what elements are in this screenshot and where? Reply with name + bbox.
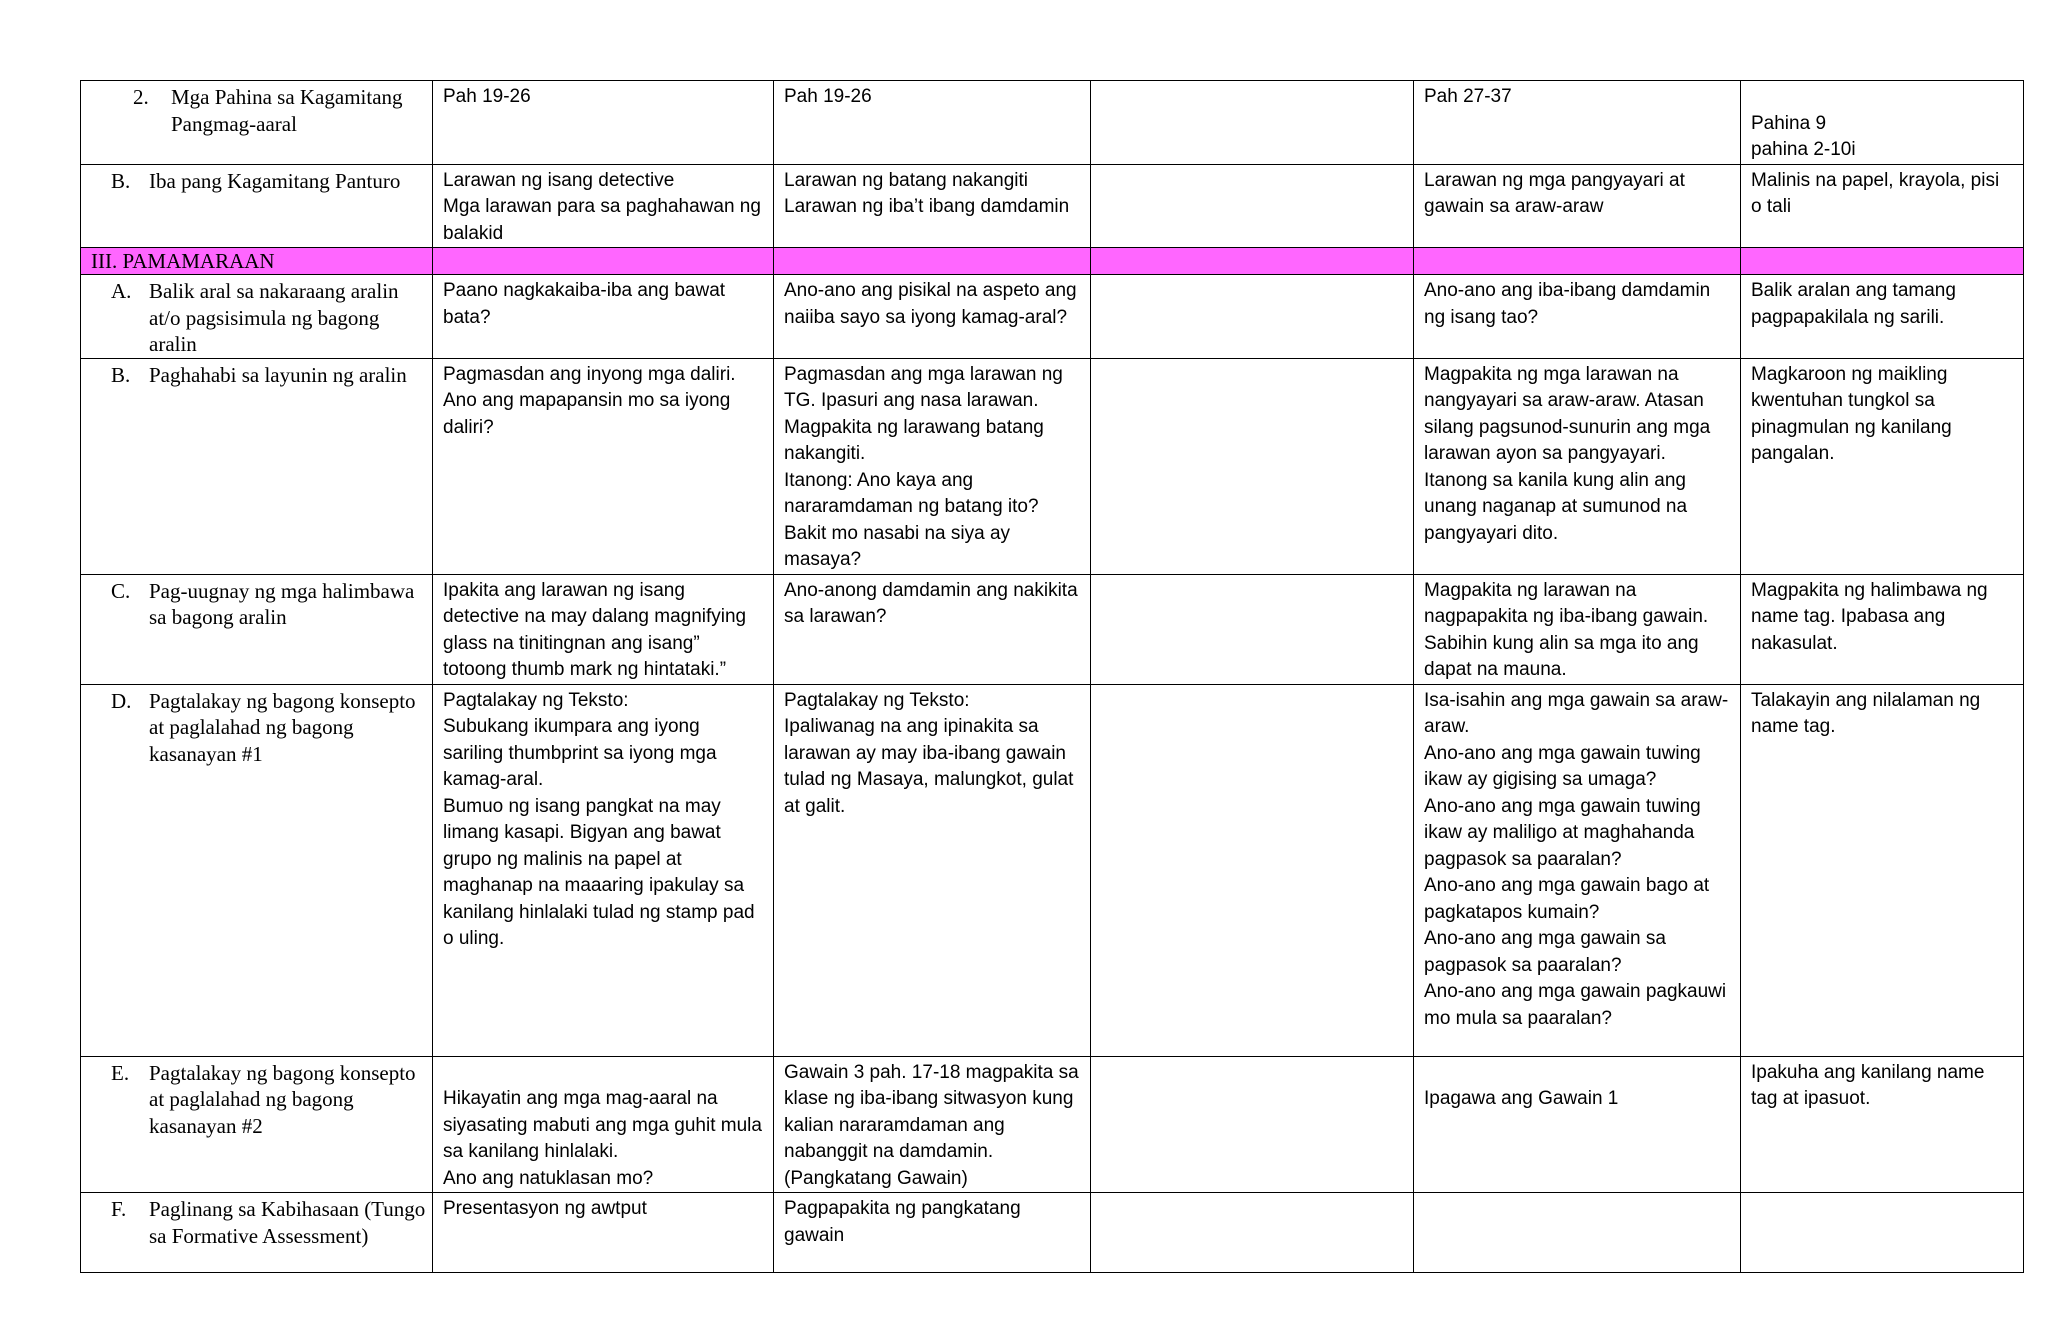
table-cell: Magkaroon ng maikling kwentuhan tungkol sa pinagmulan ng kanilang pangalan. [1741,358,2024,574]
row-label-cell [81,358,433,574]
row-label-cell [81,1056,433,1193]
section-cell [1741,248,2024,275]
row-label: Pagtalakay ng bagong konsepto at paglalahad ng bagong kasanayan #1 [149,688,416,766]
section-cell [1414,248,1741,275]
row-label: Balik aral sa nakaraang aralin at/o pagsisimula ng bagong aralin [149,279,399,356]
table-cell [1091,275,1414,359]
table-cell: Ano-anong damdamin ang nakikita sa larawan? [774,574,1091,684]
table-row [81,1193,2024,1273]
table-cell: Malinis na papel, krayola, pisi o tali [1741,164,2024,248]
row-label-cell [81,1193,433,1273]
row-marker: D. [111,688,132,713]
table-cell: Ipakita ang larawan ng isang detective na may dalang magnifying glass na tinitingnan ang isang” totoong thumb mark ng hintataki.” [433,574,774,684]
table-row [81,164,2024,248]
table-cell [1091,1193,1414,1273]
table-cell: Ano-ano ang pisikal na aspeto ang naiiba sayo sa iyong kamag-aral? [774,275,1091,359]
row-label: Pagtalakay ng bagong konsepto at paglalahad ng bagong kasanayan #2 [149,1060,416,1138]
row-marker: F. [111,1197,127,1221]
table-cell: Isa-isahin ang mga gawain sa araw-araw. Ano-ano ang mga gawain tuwing ikaw ay gigising sa umaga? Ano-ano ang mga gawain tuwing ikaw ay maliligo at maghahanda pagpasok sa paaralan? Ano-ano ang mga gawain bago at pagkatapos kumain? Ano-ano ang mga gawain sa pagpasok sa paaralan? Ano-ano ang mga gawain pagkauwi mo mula sa paaralan? [1414,684,1741,1056]
table-cell: Balik aralan ang tamang pagpapakilala ng sarili. [1741,275,2024,359]
table-cell: Pah 27-37 [1414,81,1741,165]
row-marker: 2. [133,85,149,109]
table-cell [1091,1056,1414,1193]
table-row [81,358,2024,574]
table-cell: Hikayatin ang mga mag-aaral na siyasating mabuti ang mga guhit mula sa kanilang hinlalaki. Ano ang natuklasan mo? [433,1056,774,1193]
table-row [81,1056,2024,1193]
table-row [81,684,2024,1056]
table-cell: Pagpapakita ng pangkatang gawain [774,1193,1091,1273]
table-cell [1091,684,1414,1056]
table-cell [1741,1193,2024,1273]
row-marker: C. [111,578,131,603]
section-title: III. PAMAMARAAN [81,248,433,275]
table-cell: Pagmasdan ang mga larawan ng TG. Ipasuri ang nasa larawan. Magpakita ng larawang batang nakangiti. Itanong: Ano kaya ang nararamdaman ng batang ito? Bakit mo nasabi na siya ay masaya? [774,358,1091,574]
table-row [81,81,2024,165]
row-label: Paghahabi sa layunin ng aralin [149,362,407,387]
table-cell: Pagtalakay ng Teksto: Subukang ikumpara ang iyong sariling thumbprint sa iyong mga kamag-aral. Bumuo ng isang pangkat na may limang kasapi. Bigyan ang bawat grupo ng malinis na papel at maghanap na maaaring ipakulay sa kanilang hinlalaki tulad ng stamp pad o uling. [433,684,774,1056]
table-cell: Larawan ng isang detective Mga larawan para sa paghahawan ng balakid [433,164,774,248]
table-cell [1091,81,1414,165]
row-label: Paglinang sa Kabihasaan (Tungo sa Formative Assessment) [149,1197,426,1248]
table-cell: Pagtalakay ng Teksto: Ipaliwanag na ang ipinakita sa larawan ay may iba-ibang gawain tulad ng Masaya, malungkot, gulat at galit. [774,684,1091,1056]
table-cell: Gawain 3 pah. 17-18 magpakita sa klase ng iba-ibang sitwasyon kung kalian nararamdaman ang nabanggit na damdamin. (Pangkatang Gawain) [774,1056,1091,1193]
table-cell: Magpakita ng halimbawa ng name tag. Ipabasa ang nakasulat. [1741,574,2024,684]
row-label: Iba pang Kagamitang Panturo [149,168,401,193]
row-marker: A. [111,279,132,303]
table-cell: Pah 19-26 [774,81,1091,165]
table-cell: Ipagawa ang Gawain 1 [1414,1056,1741,1193]
row-marker: B. [111,362,131,387]
row-marker: E. [111,1060,130,1085]
row-label: Mga Pahina sa Kagamitang Pangmag-aaral [171,85,403,136]
table-cell: Ipakuha ang kanilang name tag at ipasuot. [1741,1056,2024,1193]
table-cell: Ano-ano ang iba-ibang damdamin ng isang tao? [1414,275,1741,359]
row-label-cell [81,164,433,248]
section-cell [774,248,1091,275]
table-cell [1091,358,1414,574]
table-cell: Paano nagkakaiba-iba ang bawat bata? [433,275,774,359]
table-cell [1414,1193,1741,1273]
lesson-plan-table [80,80,2024,1273]
table-cell: Magpakita ng mga larawan na nangyayari sa araw-araw. Atasan silang pagsunod-sunurin ang mga larawan ayon sa pangyayari. Itanong sa kanila kung alin ang unang naganap at sumunod na pangyayari dito. [1414,358,1741,574]
table-cell: Talakayin ang nilalaman ng name tag. [1741,684,2024,1056]
table-cell: Pah 19-26 [433,81,774,165]
row-label-cell [81,684,433,1056]
section-header-row [81,248,2024,275]
table-cell: Magpakita ng larawan na nagpapakita ng iba-ibang gawain. Sabihin kung alin sa mga ito ang dapat na mauna. [1414,574,1741,684]
table-row [81,275,2024,359]
table-cell: Larawan ng mga pangyayari at gawain sa araw-araw [1414,164,1741,248]
table-cell: Presentasyon ng awtput [433,1193,774,1273]
table-cell: Pagmasdan ang inyong mga daliri. Ano ang mapapansin mo sa iyong daliri? [433,358,774,574]
table-cell [1091,574,1414,684]
table-cell [1091,164,1414,248]
row-label: Pag-uugnay ng mga halimbawa sa bagong aralin [149,578,415,629]
table-row [81,574,2024,684]
section-cell [1091,248,1414,275]
row-label-cell [81,275,433,359]
table-cell: Pahina 9 pahina 2-10i [1741,81,2024,165]
row-label-cell [81,81,433,165]
table-cell: Larawan ng batang nakangiti Larawan ng iba’t ibang damdamin [774,164,1091,248]
section-cell [433,248,774,275]
row-label-cell [81,574,433,684]
row-marker: B. [111,168,131,193]
